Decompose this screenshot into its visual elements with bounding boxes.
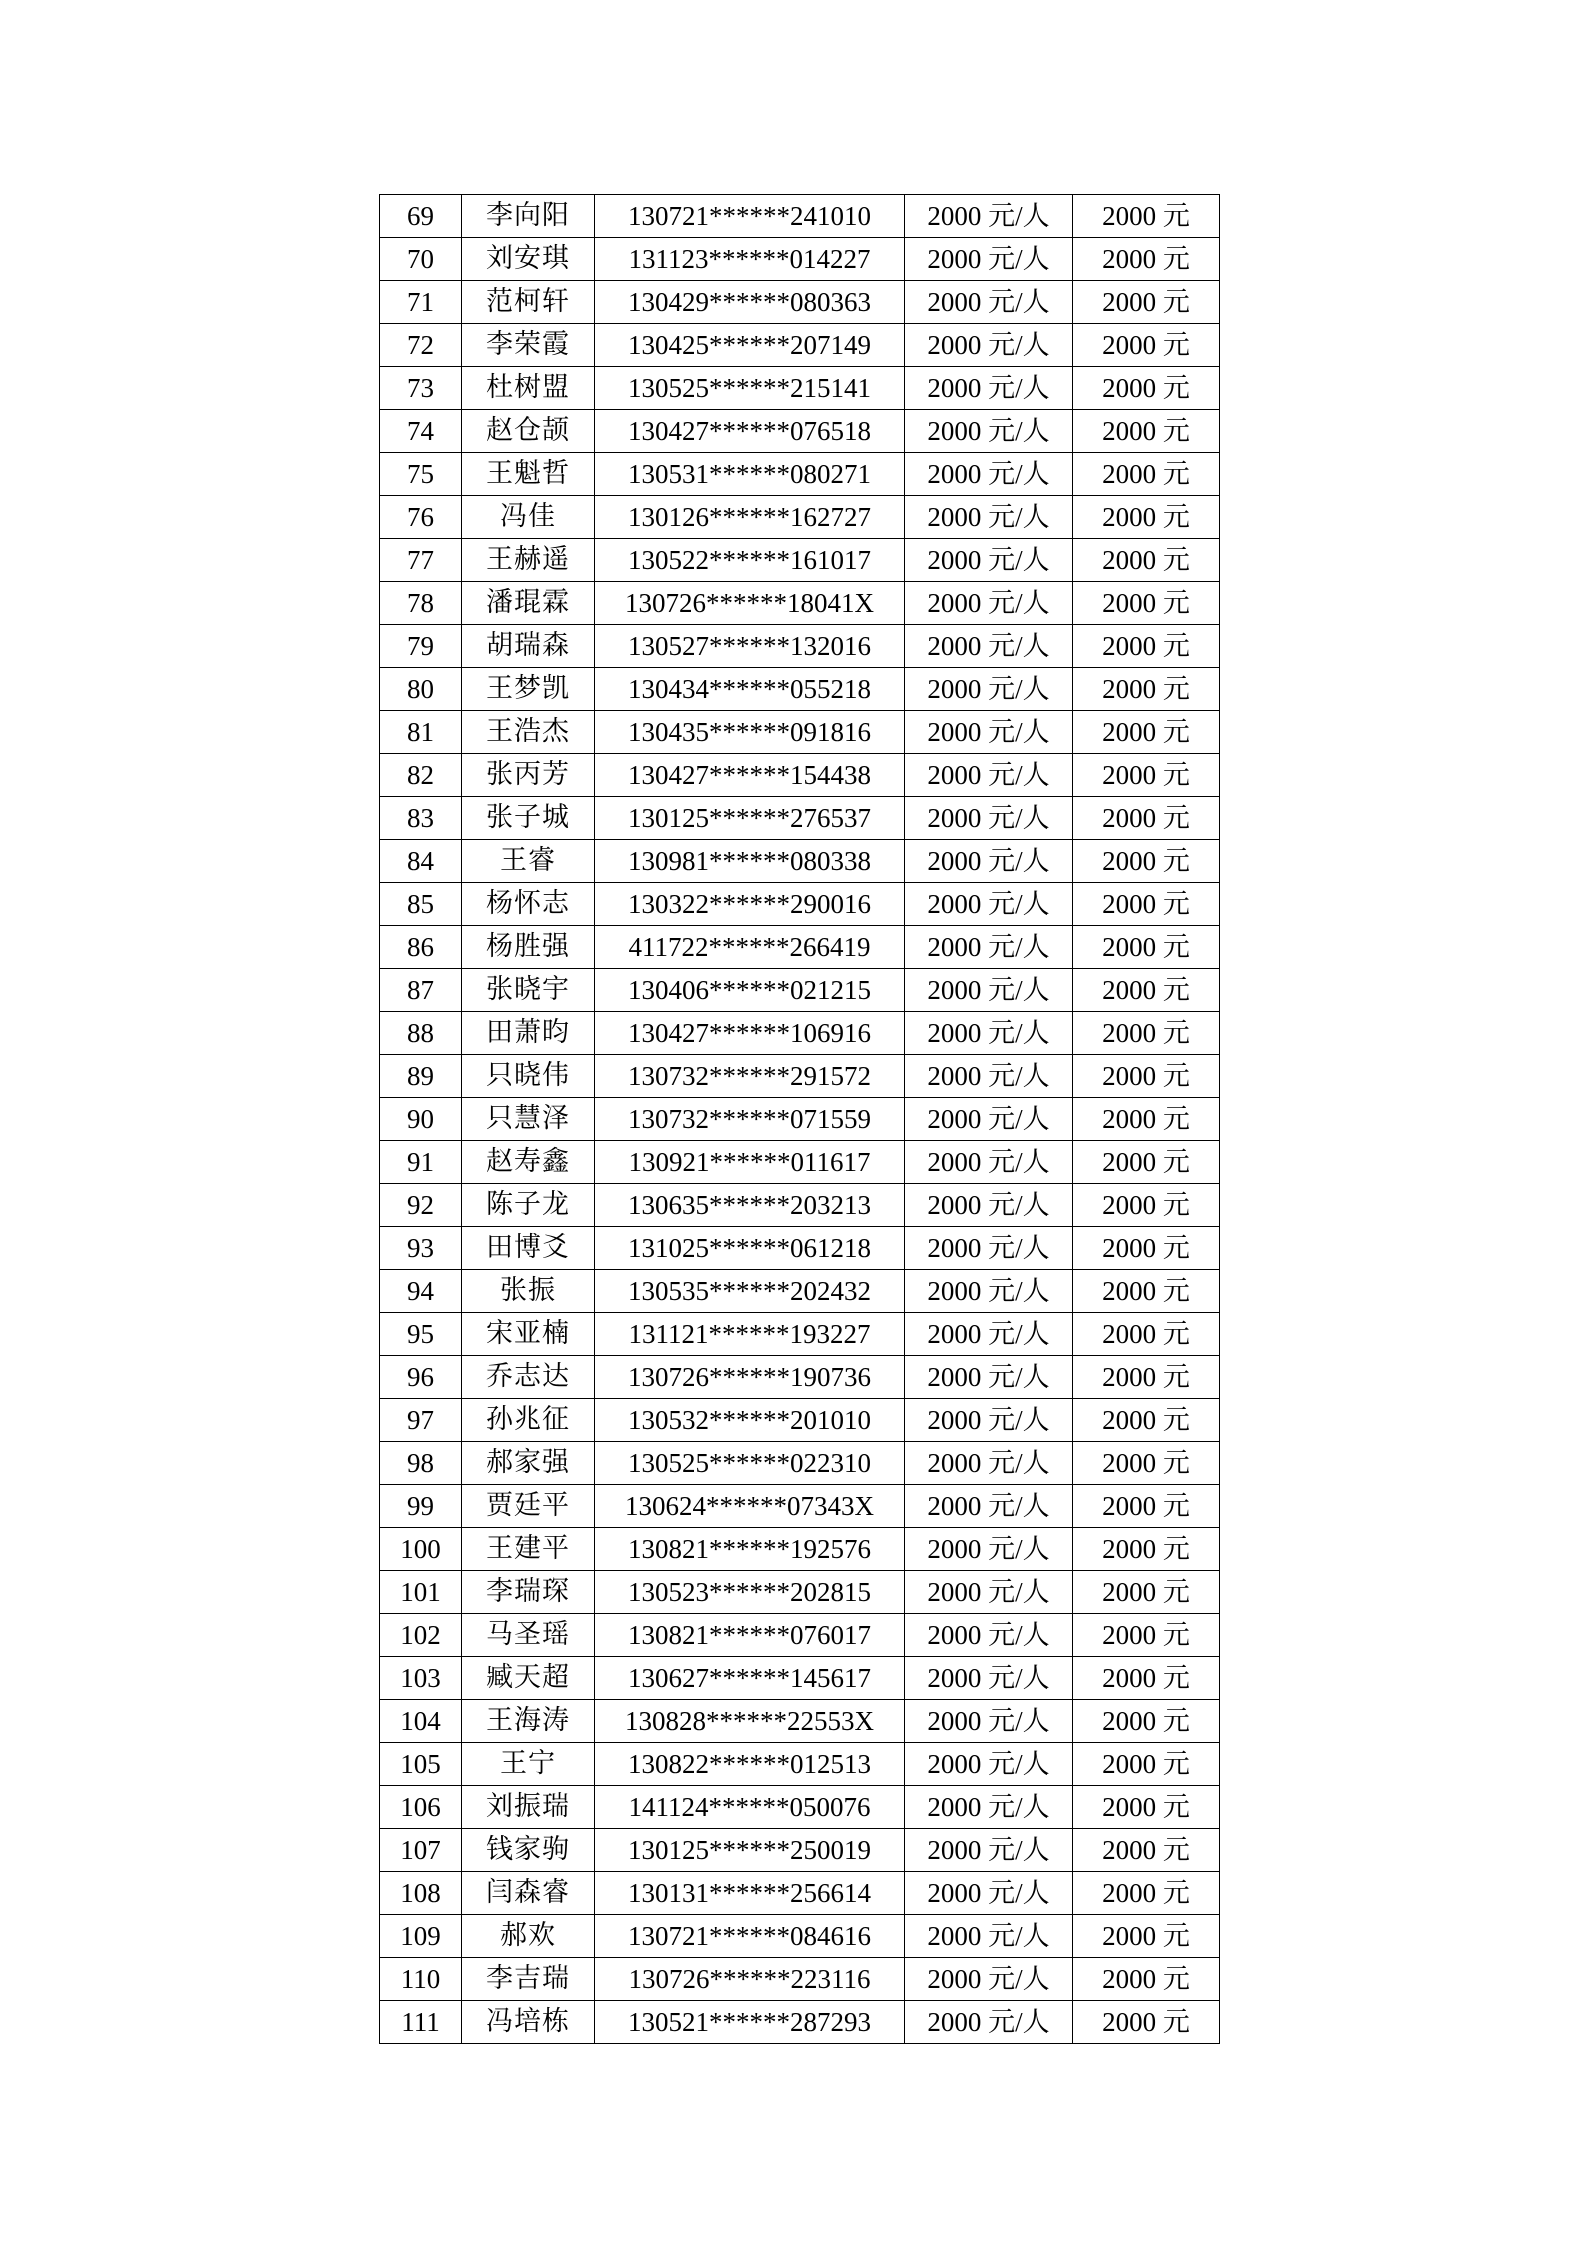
id-number-cell: 130322******290016 xyxy=(595,883,905,926)
amount-cell: 2000 元 xyxy=(1073,1356,1220,1399)
amount-cell: 2000 元 xyxy=(1073,1958,1220,2001)
standard-cell: 2000 元/人 xyxy=(905,969,1073,1012)
name-cell: 王宁 xyxy=(462,1743,595,1786)
table-row xyxy=(380,195,1220,238)
table-row xyxy=(380,496,1220,539)
table-row xyxy=(380,1829,1220,1872)
table-row xyxy=(380,797,1220,840)
name-cell: 陈子龙 xyxy=(462,1184,595,1227)
name-cell: 胡瑞森 xyxy=(462,625,595,668)
table-row xyxy=(380,883,1220,926)
id-number-cell: 130535******202432 xyxy=(595,1270,905,1313)
amount-cell: 2000 元 xyxy=(1073,1528,1220,1571)
name-cell: 郝家强 xyxy=(462,1442,595,1485)
standard-cell: 2000 元/人 xyxy=(905,1915,1073,1958)
amount-cell: 2000 元 xyxy=(1073,238,1220,281)
amount-cell: 2000 元 xyxy=(1073,2001,1220,2044)
id-number-cell: 130635******203213 xyxy=(595,1184,905,1227)
amount-cell: 2000 元 xyxy=(1073,1227,1220,1270)
name-cell: 钱家驹 xyxy=(462,1829,595,1872)
amount-cell: 2000 元 xyxy=(1073,969,1220,1012)
table-row xyxy=(380,1485,1220,1528)
row-number-cell: 91 xyxy=(380,1141,462,1184)
table-row xyxy=(380,1356,1220,1399)
table-row xyxy=(380,1098,1220,1141)
standard-cell: 2000 元/人 xyxy=(905,195,1073,238)
id-number-cell: 130125******250019 xyxy=(595,1829,905,1872)
row-number-cell: 75 xyxy=(380,453,462,496)
id-number-cell: 130131******256614 xyxy=(595,1872,905,1915)
standard-cell: 2000 元/人 xyxy=(905,582,1073,625)
standard-cell: 2000 元/人 xyxy=(905,1012,1073,1055)
table-row xyxy=(380,711,1220,754)
row-number-cell: 87 xyxy=(380,969,462,1012)
amount-cell: 2000 元 xyxy=(1073,1786,1220,1829)
name-cell: 李向阳 xyxy=(462,195,595,238)
row-number-cell: 93 xyxy=(380,1227,462,1270)
standard-cell: 2000 元/人 xyxy=(905,1786,1073,1829)
standard-cell: 2000 元/人 xyxy=(905,1528,1073,1571)
id-number-cell: 130434******055218 xyxy=(595,668,905,711)
row-number-cell: 97 xyxy=(380,1399,462,1442)
row-number-cell: 108 xyxy=(380,1872,462,1915)
subsidy-table xyxy=(379,194,1220,2044)
amount-cell: 2000 元 xyxy=(1073,367,1220,410)
row-number-cell: 71 xyxy=(380,281,462,324)
row-number-cell: 88 xyxy=(380,1012,462,1055)
row-number-cell: 98 xyxy=(380,1442,462,1485)
standard-cell: 2000 元/人 xyxy=(905,1356,1073,1399)
standard-cell: 2000 元/人 xyxy=(905,1313,1073,1356)
row-number-cell: 82 xyxy=(380,754,462,797)
table-row xyxy=(380,410,1220,453)
id-number-cell: 130726******223116 xyxy=(595,1958,905,2001)
row-number-cell: 77 xyxy=(380,539,462,582)
table-row xyxy=(380,238,1220,281)
amount-cell: 2000 元 xyxy=(1073,324,1220,367)
amount-cell: 2000 元 xyxy=(1073,1743,1220,1786)
amount-cell: 2000 元 xyxy=(1073,926,1220,969)
table-row xyxy=(380,1528,1220,1571)
id-number-cell: 130427******106916 xyxy=(595,1012,905,1055)
table-row xyxy=(380,1055,1220,1098)
id-number-cell: 130126******162727 xyxy=(595,496,905,539)
amount-cell: 2000 元 xyxy=(1073,840,1220,883)
id-number-cell: 130624******07343X xyxy=(595,1485,905,1528)
id-number-cell: 130532******201010 xyxy=(595,1399,905,1442)
standard-cell: 2000 元/人 xyxy=(905,367,1073,410)
amount-cell: 2000 元 xyxy=(1073,625,1220,668)
table-row xyxy=(380,367,1220,410)
name-cell: 杨怀志 xyxy=(462,883,595,926)
standard-cell: 2000 元/人 xyxy=(905,453,1073,496)
standard-cell: 2000 元/人 xyxy=(905,539,1073,582)
table-row xyxy=(380,1184,1220,1227)
id-number-cell: 130521******287293 xyxy=(595,2001,905,2044)
standard-cell: 2000 元/人 xyxy=(905,1141,1073,1184)
amount-cell: 2000 元 xyxy=(1073,1442,1220,1485)
row-number-cell: 107 xyxy=(380,1829,462,1872)
name-cell: 王建平 xyxy=(462,1528,595,1571)
standard-cell: 2000 元/人 xyxy=(905,668,1073,711)
amount-cell: 2000 元 xyxy=(1073,1055,1220,1098)
name-cell: 王梦凯 xyxy=(462,668,595,711)
standard-cell: 2000 元/人 xyxy=(905,496,1073,539)
name-cell: 杜树盟 xyxy=(462,367,595,410)
row-number-cell: 85 xyxy=(380,883,462,926)
amount-cell: 2000 元 xyxy=(1073,883,1220,926)
row-number-cell: 106 xyxy=(380,1786,462,1829)
table-row xyxy=(380,668,1220,711)
row-number-cell: 94 xyxy=(380,1270,462,1313)
row-number-cell: 84 xyxy=(380,840,462,883)
amount-cell: 2000 元 xyxy=(1073,711,1220,754)
amount-cell: 2000 元 xyxy=(1073,1614,1220,1657)
table-row xyxy=(380,1227,1220,1270)
amount-cell: 2000 元 xyxy=(1073,496,1220,539)
id-number-cell: 130726******190736 xyxy=(595,1356,905,1399)
row-number-cell: 100 xyxy=(380,1528,462,1571)
table-row xyxy=(380,582,1220,625)
standard-cell: 2000 元/人 xyxy=(905,1399,1073,1442)
row-number-cell: 69 xyxy=(380,195,462,238)
amount-cell: 2000 元 xyxy=(1073,1485,1220,1528)
standard-cell: 2000 元/人 xyxy=(905,797,1073,840)
id-number-cell: 130125******276537 xyxy=(595,797,905,840)
standard-cell: 2000 元/人 xyxy=(905,1872,1073,1915)
amount-cell: 2000 元 xyxy=(1073,1872,1220,1915)
id-number-cell: 130527******132016 xyxy=(595,625,905,668)
id-number-cell: 131123******014227 xyxy=(595,238,905,281)
row-number-cell: 96 xyxy=(380,1356,462,1399)
table-row xyxy=(380,2001,1220,2044)
amount-cell: 2000 元 xyxy=(1073,1184,1220,1227)
amount-cell: 2000 元 xyxy=(1073,1141,1220,1184)
name-cell: 田博爻 xyxy=(462,1227,595,1270)
table-row xyxy=(380,1872,1220,1915)
name-cell: 乔志达 xyxy=(462,1356,595,1399)
name-cell: 李吉瑞 xyxy=(462,1958,595,2001)
name-cell: 张丙芳 xyxy=(462,754,595,797)
id-number-cell: 130821******076017 xyxy=(595,1614,905,1657)
row-number-cell: 89 xyxy=(380,1055,462,1098)
row-number-cell: 109 xyxy=(380,1915,462,1958)
standard-cell: 2000 元/人 xyxy=(905,1098,1073,1141)
table-row xyxy=(380,1657,1220,1700)
table-row xyxy=(380,1270,1220,1313)
standard-cell: 2000 元/人 xyxy=(905,2001,1073,2044)
id-number-cell: 131121******193227 xyxy=(595,1313,905,1356)
id-number-cell: 130425******207149 xyxy=(595,324,905,367)
id-number-cell: 130921******011617 xyxy=(595,1141,905,1184)
table-row xyxy=(380,453,1220,496)
row-number-cell: 92 xyxy=(380,1184,462,1227)
id-number-cell: 130732******071559 xyxy=(595,1098,905,1141)
name-cell: 张晓宇 xyxy=(462,969,595,1012)
standard-cell: 2000 元/人 xyxy=(905,1270,1073,1313)
id-number-cell: 130981******080338 xyxy=(595,840,905,883)
standard-cell: 2000 元/人 xyxy=(905,1055,1073,1098)
standard-cell: 2000 元/人 xyxy=(905,711,1073,754)
amount-cell: 2000 元 xyxy=(1073,1657,1220,1700)
table-row xyxy=(380,1313,1220,1356)
row-number-cell: 73 xyxy=(380,367,462,410)
amount-cell: 2000 元 xyxy=(1073,195,1220,238)
amount-cell: 2000 元 xyxy=(1073,1270,1220,1313)
row-number-cell: 80 xyxy=(380,668,462,711)
amount-cell: 2000 元 xyxy=(1073,539,1220,582)
id-number-cell: 130531******080271 xyxy=(595,453,905,496)
table-row xyxy=(380,281,1220,324)
standard-cell: 2000 元/人 xyxy=(905,1227,1073,1270)
id-number-cell: 130525******215141 xyxy=(595,367,905,410)
name-cell: 只晓伟 xyxy=(462,1055,595,1098)
name-cell: 李瑞琛 xyxy=(462,1571,595,1614)
name-cell: 臧天超 xyxy=(462,1657,595,1700)
table-row xyxy=(380,1743,1220,1786)
name-cell: 马圣瑶 xyxy=(462,1614,595,1657)
id-number-cell: 131025******061218 xyxy=(595,1227,905,1270)
row-number-cell: 110 xyxy=(380,1958,462,2001)
name-cell: 贾廷平 xyxy=(462,1485,595,1528)
table-row xyxy=(380,840,1220,883)
name-cell: 王睿 xyxy=(462,840,595,883)
standard-cell: 2000 元/人 xyxy=(905,1485,1073,1528)
standard-cell: 2000 元/人 xyxy=(905,1614,1073,1657)
row-number-cell: 79 xyxy=(380,625,462,668)
standard-cell: 2000 元/人 xyxy=(905,1743,1073,1786)
standard-cell: 2000 元/人 xyxy=(905,281,1073,324)
standard-cell: 2000 元/人 xyxy=(905,1571,1073,1614)
table-row xyxy=(380,324,1220,367)
name-cell: 闫森睿 xyxy=(462,1872,595,1915)
row-number-cell: 105 xyxy=(380,1743,462,1786)
table-row xyxy=(380,1399,1220,1442)
row-number-cell: 95 xyxy=(380,1313,462,1356)
row-number-cell: 86 xyxy=(380,926,462,969)
id-number-cell: 130627******145617 xyxy=(595,1657,905,1700)
standard-cell: 2000 元/人 xyxy=(905,926,1073,969)
id-number-cell: 130427******154438 xyxy=(595,754,905,797)
row-number-cell: 104 xyxy=(380,1700,462,1743)
table-row xyxy=(380,926,1220,969)
standard-cell: 2000 元/人 xyxy=(905,840,1073,883)
row-number-cell: 76 xyxy=(380,496,462,539)
amount-cell: 2000 元 xyxy=(1073,582,1220,625)
name-cell: 潘琨霖 xyxy=(462,582,595,625)
standard-cell: 2000 元/人 xyxy=(905,1829,1073,1872)
name-cell: 刘振瑞 xyxy=(462,1786,595,1829)
table-row xyxy=(380,754,1220,797)
row-number-cell: 90 xyxy=(380,1098,462,1141)
row-number-cell: 83 xyxy=(380,797,462,840)
id-number-cell: 130822******012513 xyxy=(595,1743,905,1786)
name-cell: 宋亚楠 xyxy=(462,1313,595,1356)
name-cell: 范柯轩 xyxy=(462,281,595,324)
name-cell: 刘安琪 xyxy=(462,238,595,281)
amount-cell: 2000 元 xyxy=(1073,754,1220,797)
row-number-cell: 111 xyxy=(380,2001,462,2044)
amount-cell: 2000 元 xyxy=(1073,1012,1220,1055)
table-row xyxy=(380,1786,1220,1829)
row-number-cell: 74 xyxy=(380,410,462,453)
table-row xyxy=(380,1571,1220,1614)
table-row xyxy=(380,1442,1220,1485)
amount-cell: 2000 元 xyxy=(1073,1915,1220,1958)
row-number-cell: 99 xyxy=(380,1485,462,1528)
id-number-cell: 130435******091816 xyxy=(595,711,905,754)
table-row xyxy=(380,1614,1220,1657)
standard-cell: 2000 元/人 xyxy=(905,410,1073,453)
table-row xyxy=(380,1700,1220,1743)
table-row xyxy=(380,1141,1220,1184)
table-row xyxy=(380,1915,1220,1958)
name-cell: 赵仓颉 xyxy=(462,410,595,453)
row-number-cell: 81 xyxy=(380,711,462,754)
id-number-cell: 141124******050076 xyxy=(595,1786,905,1829)
id-number-cell: 130525******022310 xyxy=(595,1442,905,1485)
id-number-cell: 130429******080363 xyxy=(595,281,905,324)
name-cell: 王赫遥 xyxy=(462,539,595,582)
amount-cell: 2000 元 xyxy=(1073,1313,1220,1356)
amount-cell: 2000 元 xyxy=(1073,797,1220,840)
standard-cell: 2000 元/人 xyxy=(905,1442,1073,1485)
id-number-cell: 130523******202815 xyxy=(595,1571,905,1614)
id-number-cell: 411722******266419 xyxy=(595,926,905,969)
standard-cell: 2000 元/人 xyxy=(905,625,1073,668)
name-cell: 田萧昀 xyxy=(462,1012,595,1055)
standard-cell: 2000 元/人 xyxy=(905,1657,1073,1700)
standard-cell: 2000 元/人 xyxy=(905,1958,1073,2001)
standard-cell: 2000 元/人 xyxy=(905,324,1073,367)
id-number-cell: 130732******291572 xyxy=(595,1055,905,1098)
standard-cell: 2000 元/人 xyxy=(905,754,1073,797)
id-number-cell: 130721******084616 xyxy=(595,1915,905,1958)
id-number-cell: 130821******192576 xyxy=(595,1528,905,1571)
name-cell: 冯佳 xyxy=(462,496,595,539)
id-number-cell: 130522******161017 xyxy=(595,539,905,582)
amount-cell: 2000 元 xyxy=(1073,1571,1220,1614)
name-cell: 赵寿鑫 xyxy=(462,1141,595,1184)
id-number-cell: 130406******021215 xyxy=(595,969,905,1012)
amount-cell: 2000 元 xyxy=(1073,1399,1220,1442)
name-cell: 只慧泽 xyxy=(462,1098,595,1141)
row-number-cell: 102 xyxy=(380,1614,462,1657)
amount-cell: 2000 元 xyxy=(1073,453,1220,496)
table-body xyxy=(380,195,1220,2044)
row-number-cell: 72 xyxy=(380,324,462,367)
name-cell: 杨胜强 xyxy=(462,926,595,969)
amount-cell: 2000 元 xyxy=(1073,1098,1220,1141)
amount-cell: 2000 元 xyxy=(1073,281,1220,324)
amount-cell: 2000 元 xyxy=(1073,1700,1220,1743)
name-cell: 王海涛 xyxy=(462,1700,595,1743)
name-cell: 李荣霞 xyxy=(462,324,595,367)
standard-cell: 2000 元/人 xyxy=(905,1700,1073,1743)
name-cell: 张振 xyxy=(462,1270,595,1313)
id-number-cell: 130721******241010 xyxy=(595,195,905,238)
amount-cell: 2000 元 xyxy=(1073,668,1220,711)
table-row xyxy=(380,539,1220,582)
table-row xyxy=(380,969,1220,1012)
row-number-cell: 78 xyxy=(380,582,462,625)
standard-cell: 2000 元/人 xyxy=(905,883,1073,926)
standard-cell: 2000 元/人 xyxy=(905,1184,1073,1227)
row-number-cell: 103 xyxy=(380,1657,462,1700)
name-cell: 郝欢 xyxy=(462,1915,595,1958)
name-cell: 冯培栋 xyxy=(462,2001,595,2044)
id-number-cell: 130828******22553X xyxy=(595,1700,905,1743)
name-cell: 张子城 xyxy=(462,797,595,840)
table-row xyxy=(380,625,1220,668)
name-cell: 王魁哲 xyxy=(462,453,595,496)
standard-cell: 2000 元/人 xyxy=(905,238,1073,281)
row-number-cell: 101 xyxy=(380,1571,462,1614)
amount-cell: 2000 元 xyxy=(1073,1829,1220,1872)
id-number-cell: 130427******076518 xyxy=(595,410,905,453)
name-cell: 王浩杰 xyxy=(462,711,595,754)
row-number-cell: 70 xyxy=(380,238,462,281)
name-cell: 孙兆征 xyxy=(462,1399,595,1442)
id-number-cell: 130726******18041X xyxy=(595,582,905,625)
table-row xyxy=(380,1958,1220,2001)
table-row xyxy=(380,1012,1220,1055)
amount-cell: 2000 元 xyxy=(1073,410,1220,453)
